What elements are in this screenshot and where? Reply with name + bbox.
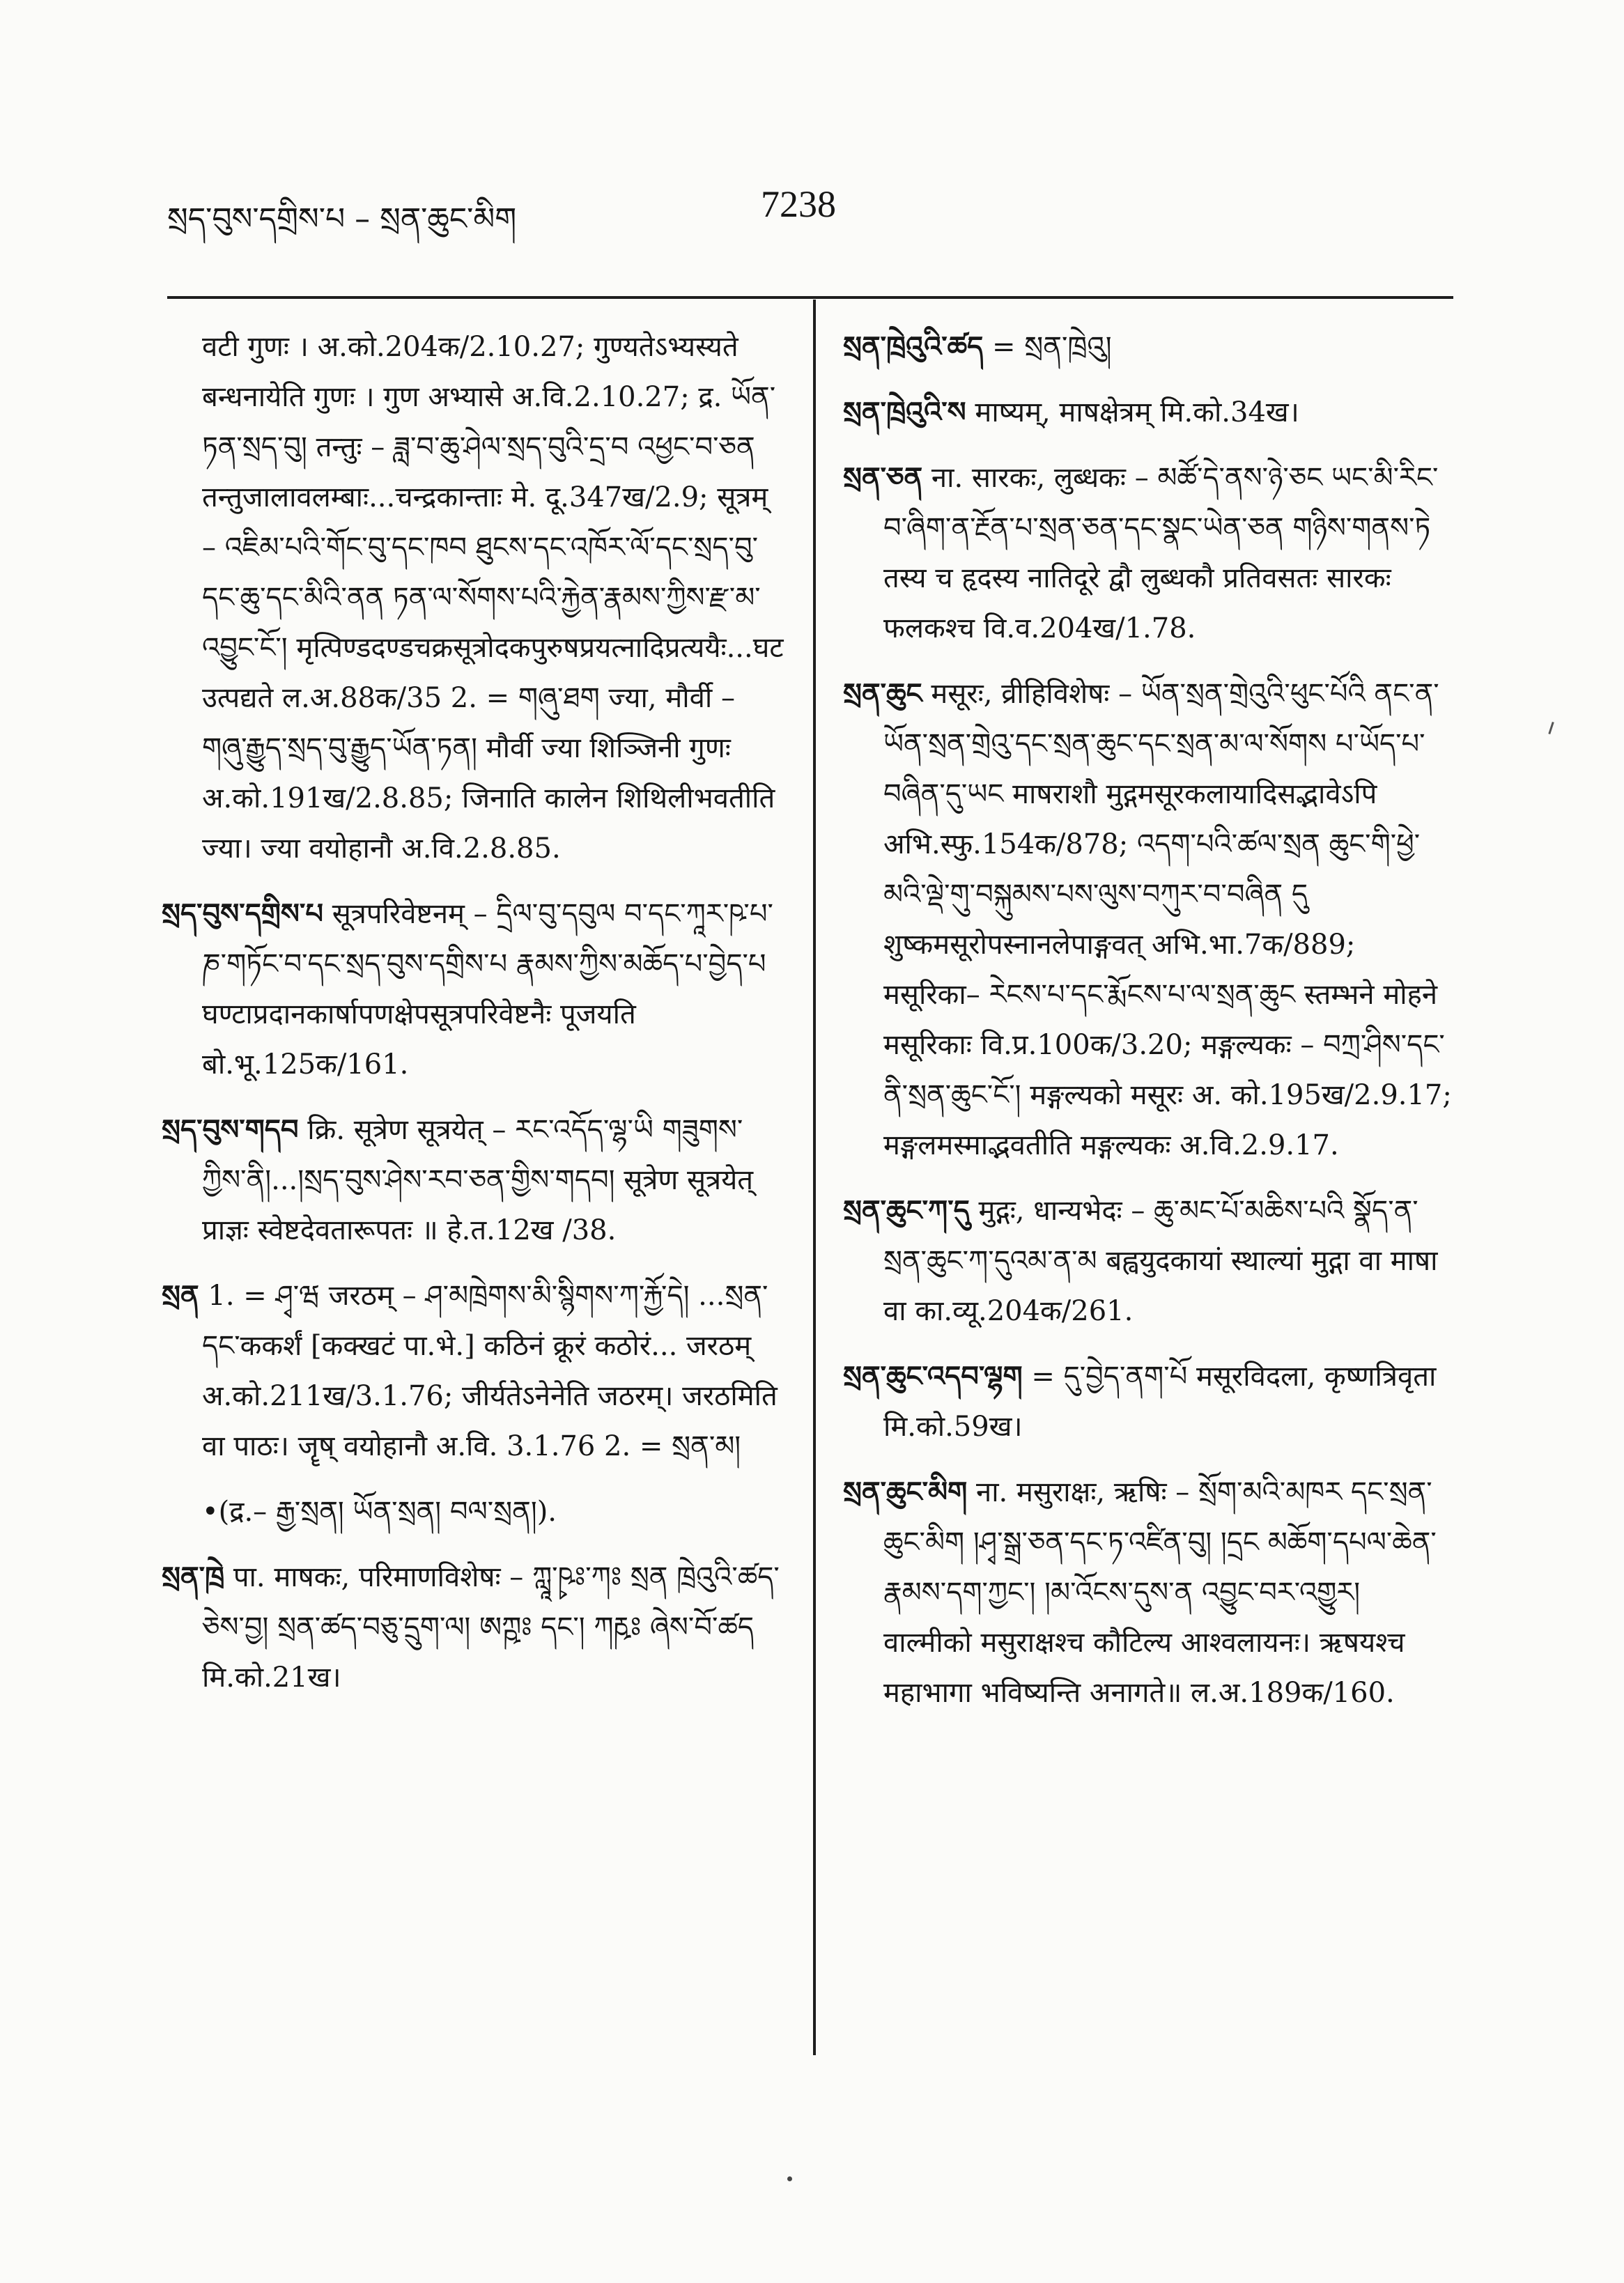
- dictionary-entry: [162, 1552, 784, 1703]
- running-head: སྲད་བུས་དགྲིས་པ – སྲན་ཆུང་མིག: [167, 201, 517, 237]
- entry-text: ना. सारकः, लुब्धकः – མཚོ་དེ་ནས་ཉེ་ཅང ཡང་མི་རིང་བ་ཞིག་ན་རྔོན་པ་སྲན་ཅན་དང་སྣང་ཡེན་ཅན གཉིས་གནས་ཏེ तस्य च हृदस्य नातिदूरे द्वौ लुब्धकौ प्रतिवसतः सारकः फलकश्च वि.व.204ख/1.78.: [883, 462, 1439, 644]
- header-rule: [167, 296, 1453, 299]
- entry-text: वटी गुणः । अ.को.204क/2.10.27; गुण्यतेऽभ्यस्यते बन्धनायेति गुणः । गुण अभ्यासे अ.वि.2.10.27; द्र. ཡོན་ཏན་སྲད་བུ། तन्तुः – ཟླ་བ་ཆུ་ཤེལ་སྲད་བུའི་དྲ་བ འཕྱང་བ་ཅན तन्तुजालावलम्बाः...चन्द्रकान्ताः मे. दू.347ख/2.9; सूत्रम् – འཇིམ་པའི་གོང་བུ་དང་ཁབ ཐུངས་དང་འཁོར་ལོ་དང་སྲད་བུ་དང་ཆུ་དང་མིའི་ནན ཏན་ལ་སོགས་པའི་རྐྱེན་རྣམས་ཀྱིས་རྫ་མ་འབྱུང་ངོ༌། मृत्पिण्डदण्डचक्रसूत्रोदकपुरुषप्रयत्नादिप्रत्ययैः...घट उत्पद्यते ल.अ.88क/35 2. = གཞུ་ཐག ज्या, मौर्वी – གཞུ་རྒྱུད་སྲད་བུ་རྒྱུད་ཡོན་ཏན། मौर्वी ज्या शिञ्जिनी गुणः अ.को.191ख/2.8.85; जिनाति कालेन शिथिलीभवतीति ज्या। ज्या वयोहानौ अ.वि.2.8.85.: [202, 331, 784, 865]
- dictionary-entry: [162, 322, 784, 874]
- entry-headword: སྲད་བུས་དགྲིས་པ: [162, 898, 323, 930]
- entry-text: माष्यम्, माषक्षेत्रम् मि.को.34ख।: [975, 396, 1299, 428]
- entry-text: = དུ་བྱེད་ནག་པོ मसूरविदला, कृष्णत्रिवृता मि.को.59ख।: [883, 1361, 1437, 1443]
- scan-speck: [787, 2176, 792, 2181]
- entry-headword: སྲན་ཁྲེ: [162, 1561, 225, 1593]
- dictionary-entry: [162, 889, 784, 1090]
- entry-text: सूत्रपरिवेष्टनम् – དྲིལ་བུ་དབུལ བ་དང་ཀཱར་ཥ་པ་ཎ་གཏོང་བ་དང་སྲད་བུས་དགྲིས་པ རྣམས་ཀྱིས་མཆོད་པ་བྱེད་པ घण्टाप्रदानकार्षापणक्षेपसूत्रपरिवेष्टनैः पूजयति बो.भू.125क/161.: [202, 898, 773, 1081]
- column-rule: [813, 300, 816, 2055]
- dictionary-entry: [843, 1467, 1456, 1718]
- entry-headword: སྲན་ཁྲེའུའི་ས: [843, 396, 966, 428]
- dictionary-entry: [843, 669, 1456, 1170]
- entry-headword: སྲན་ཁྲེའུའི་ཚད: [843, 331, 984, 363]
- left-column: [162, 322, 784, 1718]
- right-column: [843, 322, 1456, 1733]
- dictionary-entry: [843, 387, 1456, 438]
- entry-text: 1. = ཤྭ་ཝ जरठम् – ཤ་མཁྲེགས་མི་སྙིགས་ཀ་རྐྱོ་དེ། ...སྲན་དང་ककर्शं [कक्खटं पा.भे.] कठिनं क्रूरं कठोरं... जरठम् अ.को.211ख/3.1.76; जीर्यतेऽनेनेति जठरम्। जरठमिति वा पाठः। जॄष् वयोहानौ अ.वि. 3.1.76 2. = སྲན་མ།: [202, 1280, 778, 1462]
- entry-text: पा. माषकः, परिमाणविशेषः – ཀླཱ་ཥྭཿ་ཀཿ སྲན ཁྲེའུའི་ཚད་ཅེས་བྱ། སྲན་ཚད་བཅུ་དྲུག་ལ། ཨཀྵཿ དང་། ཀརྵཿ ཞེས་བོ་ཚད मि.को.21ख।: [202, 1561, 780, 1694]
- dictionary-entry: [843, 1186, 1456, 1336]
- dictionary-entry: [843, 322, 1456, 372]
- entry-headword: སྲན་ཆུང་ཀ་དུ: [843, 1195, 970, 1227]
- entry-text: मसूरः, व्रीहिविशेषः – ཡོན་སྲན་གྲེའུའི་ཕུང་པོའི ནང་ན་ཡོན་སྲན་གྲེའུ་དང་སྲན་ཆུང་དང་སྲན་མ་ལ་སོགས པ་ཡོད་པ་བཞིན་དུ་ཡང माषराशौ मुद्गमसूरकलायादिसद्भावेऽपि अभि.स्फु.154क/878; འདག་པའི་ཚལ་སྲན ཆུང་གི་ཕྱེ་མའི་ལྡེ་གུ་བསྐུམས་པས་ལུས་བཀུར་བ་བཞིན དུ शुष्कमसूरोपस्नानलेपाङ्गवत् अभि.भा.7क/889; मसूरिका– རེངས་པ་དང་རྨོངས་པ་ལ་སྲན་ཆུང स्तम्भने मोहने मसूरिकाः वि.प्र.100क/3.20; मङ्गल्यकः – བཀྲ་ཤིས་དང་ནི་སྲན་ཆུང་ངོ༌། मङ्गल्यको मसूरः अ. को.195ख/2.9.17; मङ्गलमस्माद्भवतीति मङ्गल्यकः अ.वि.2.9.17.: [883, 678, 1452, 1161]
- dictionary-entry-crossref: [162, 1487, 784, 1537]
- entry-text: ना. मसुराक्षः, ऋषिः – སྲོག་མའི་མཁར དང་སྲན་ཆུང་མིག །ཤྭ་སྒྲ་ཅན་དང་ཏ་འཛིན་བུ། །དྲང མཆོག་དཔལ་ཆེན་རྣམས་དག་ཀྱང་། །མ་འོངས་དུས་ན འབྱུང་བར་འགྱུར། वाल्मीको मसुराक्षश्च कौटिल्य आश्वलायनः। ऋषयश्च महाभागा भविष्यन्ति अनागते॥ ल.अ.189क/160.: [883, 1476, 1437, 1709]
- scan-mark: [1548, 722, 1554, 734]
- page-number: 7238: [761, 183, 836, 225]
- entry-headword: སྲན་ཆུང་འདབ་ལྷག: [843, 1361, 1023, 1393]
- entry-headword: སྲན་ཆུང་མིག: [843, 1476, 968, 1508]
- dictionary-entry: [843, 453, 1456, 653]
- entry-text: मुद्गः, धान्यभेदः – ཆུ་མང་པོ་མཆིས་པའི སྣོད་ན་སྲན་ཆུང་ཀ་དུའམ་ན་མ बह्वयुदकायां स्थाल्यां मुद्गा वा माषा वा का.व्यू.204क/261.: [883, 1195, 1438, 1327]
- dictionary-entry: [843, 1352, 1456, 1452]
- entry-text: क्रि. सूत्रेण सूत्रयेत् – རང་འདོད་ལྷ་ཡི གཟུགས་ཀྱིས་ནི།...།སྲད་བུས་ཤེས་རབ་ཅན་གྱིས་གདབ། सूत्रेण सूत्रयेत् प्राज्ञः स्वेष्टदेवतारूपतः ॥ हे.त.12ख /38.: [202, 1114, 754, 1246]
- dictionary-entry: [162, 1105, 784, 1255]
- entry-headword: སྲན་ཆུང: [843, 678, 922, 710]
- entry-text: •(द्र.– རྒྱ་སྲན། ཡོན་སྲན། བལ་སྲན།).: [202, 1496, 557, 1528]
- entry-text: = སྲན་ཁྲེའུ།: [992, 331, 1112, 363]
- entry-headword: སྲན: [162, 1280, 199, 1312]
- entry-headword: སྲན་ཅན: [843, 462, 923, 494]
- entry-headword: སྲད་བུས་གདབ: [162, 1114, 299, 1146]
- dictionary-entry: [162, 1271, 784, 1471]
